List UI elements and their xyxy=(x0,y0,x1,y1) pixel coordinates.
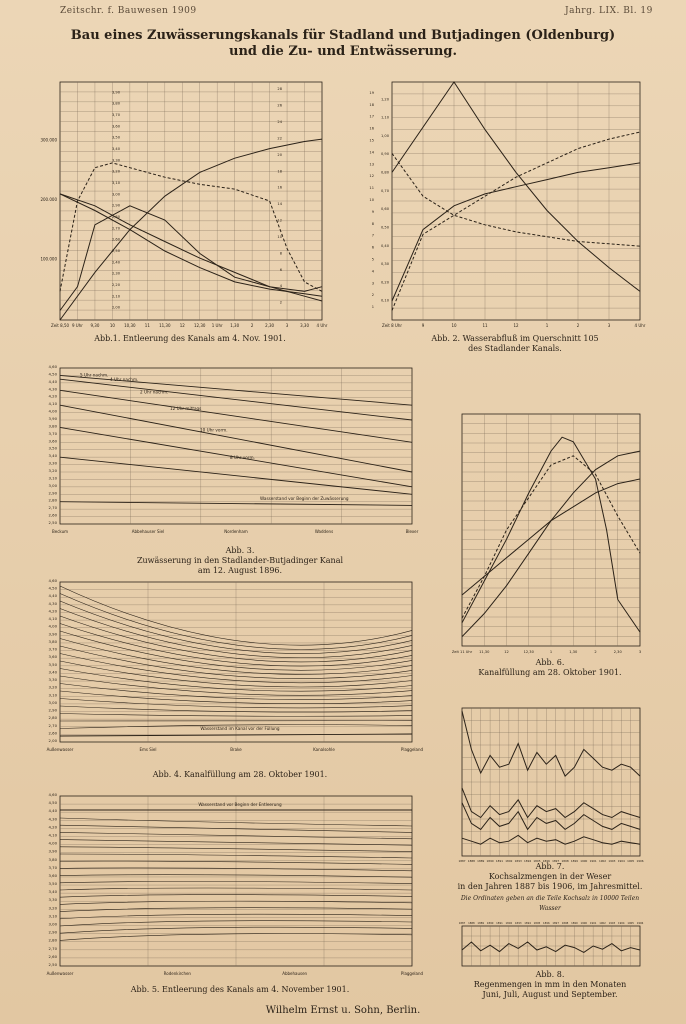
abb3-series-line xyxy=(60,405,412,472)
abb1-x-tick: 3,30 xyxy=(300,323,309,328)
abb1-x-tick: 11 xyxy=(144,323,150,328)
abb7-x-tick: 1887 xyxy=(458,859,466,863)
abb1-y-tick-right: 28 xyxy=(277,87,282,92)
abb8-x-tick: 1904 xyxy=(617,922,625,925)
abb2-y-tick-top: 13 xyxy=(369,162,374,167)
abb2-y-tick-top: 9 xyxy=(371,209,374,214)
abb2-y-tick-top: 2 xyxy=(371,293,374,298)
abb4-y-tick: 2,00 xyxy=(48,738,57,743)
abb7-x-tick: 1895 xyxy=(533,859,541,863)
abb8-series-line xyxy=(462,942,640,952)
abb4-x-place: Brake xyxy=(230,747,242,752)
abb1-x-tick: 4 Uhr xyxy=(316,323,328,328)
abb8-x-tick: 1896 xyxy=(543,922,550,925)
abb1-y-tick-right: 12 xyxy=(277,218,282,223)
abb3-frame xyxy=(60,368,412,524)
abb8-x-tick: 1902 xyxy=(599,922,606,925)
abb5-y-tick: 3,40 xyxy=(48,889,57,895)
abb3-series-line xyxy=(60,379,412,420)
caption-abb5: Abb. 5. Entleerung des Kanals am 4. November 1901. xyxy=(130,985,350,994)
caption-abb6-b: Kanalfüllung am 28. Oktober 1901. xyxy=(478,668,622,677)
caption-abb7-c: in den Jahren 1887 bis 1906, im Jahresmittel. xyxy=(457,882,643,891)
abb2-y-tick-left: 0,60 xyxy=(380,207,389,212)
abb3-y-tick: 3,40 xyxy=(48,453,57,459)
abb2-x-tick: 3 xyxy=(607,323,611,328)
abb1-y-tick-right: 18 xyxy=(277,169,282,174)
caption-abb7-b: Kochsalzmengen in der Weser xyxy=(488,872,612,881)
abb3-series-label: 4 Uhr nachm. xyxy=(110,377,139,383)
abb1-y-tick-right: 4 xyxy=(279,284,282,289)
abb3-series-label: 2 Uhr nachm. xyxy=(140,389,169,395)
abb7-x-tick: 1904 xyxy=(617,859,625,863)
abb2-y-tick-top: 18 xyxy=(369,102,374,107)
abb8-x-tick: 1887 xyxy=(458,922,466,925)
abb4-y-tick: 3,90 xyxy=(48,631,57,637)
abb1-y-tick-mid: 3,80 xyxy=(111,101,120,106)
abb1-y-tick-mid: 3,50 xyxy=(111,135,120,140)
abb2-y-tick-left: 0,70 xyxy=(380,188,389,193)
abb7-x-tick: 1893 xyxy=(514,859,522,863)
abb2-x-tick: 4 Uhr xyxy=(634,323,646,328)
abb3-y-tick: 4,40 xyxy=(48,378,57,384)
abb7-x-tick: 1899 xyxy=(570,859,578,863)
abb5-y-tick: 4,10 xyxy=(48,832,57,838)
abb8-x-tick: 1899 xyxy=(571,922,578,925)
abb6-x-tick: 12 xyxy=(504,650,509,654)
abb8-x-tick: 1894 xyxy=(524,922,531,925)
abb3-y-tick: 4,00 xyxy=(48,408,57,414)
abb1-x-tick: 2 xyxy=(250,323,254,328)
abb1-y-tick-right: 8 xyxy=(279,251,282,256)
abb8-x-tick: 1897 xyxy=(552,922,559,925)
abb1-y-tick-mid: 2,00 xyxy=(111,305,120,310)
abb3-x-place: Waddens xyxy=(314,529,334,534)
abb7-x-tick: 1894 xyxy=(524,859,532,863)
abb4-y-tick: 3,00 xyxy=(48,699,57,705)
abb1-series-line xyxy=(60,163,322,292)
abb3-y-tick: 3,30 xyxy=(48,460,57,466)
abb2-y-tick-left: 1,10 xyxy=(380,115,389,120)
abb8-x-tick: 1895 xyxy=(533,922,541,925)
caption-abb1: Abb.1. Entleerung des Kanals am 4. Nov. 1901. xyxy=(94,334,286,343)
abb5-y-tick: 4,60 xyxy=(48,792,57,797)
abb5-y-tick: 2,90 xyxy=(48,929,57,935)
abb2-y-tick-top: 7 xyxy=(371,233,374,238)
abb4-y-tick: 3,10 xyxy=(48,692,57,698)
abb2-y-tick-top: 3 xyxy=(371,281,374,286)
abb5-x-place: Rodenkirchen xyxy=(163,971,191,976)
abb8-x-tick: 1901 xyxy=(589,922,597,925)
abb1-y-tick-right: 16 xyxy=(277,185,282,190)
abb3-y-tick: 3,80 xyxy=(48,423,57,429)
abb6-x-tick: 12,30 xyxy=(523,650,534,654)
abb2-y-tick-top: 4 xyxy=(371,269,374,274)
abb8-x-tick: 1889 xyxy=(477,922,485,925)
abb5-y-tick: 4,00 xyxy=(48,840,57,846)
abb1-y-tick-mid: 3,00 xyxy=(111,192,120,197)
abb7-x-tick: 1891 xyxy=(495,859,504,863)
abb1-x-tick: 9,30 xyxy=(90,323,100,328)
abb3-y-tick: 3,50 xyxy=(48,445,57,451)
abb7-x-tick: 1902 xyxy=(598,859,607,863)
abb2-x-tick: 10 xyxy=(451,323,457,328)
abb2-y-tick-top: 11 xyxy=(369,186,374,191)
abb4-x-place: Ems Siel xyxy=(139,747,157,752)
abb3-y-tick: 4,10 xyxy=(48,401,57,407)
abb4-y-tick: 3,60 xyxy=(48,654,57,660)
abb5-y-tick: 4,20 xyxy=(48,824,57,830)
caption-abb8-a: Abb. 8. xyxy=(535,970,565,979)
caption-abb3-a: Abb. 3. xyxy=(225,546,255,555)
abb2-y-tick-left: 0,30 xyxy=(380,262,389,267)
abb5-x-place: Plaggeland xyxy=(400,971,424,976)
abb7-x-tick: 1897 xyxy=(552,859,560,863)
abb7-x-tick: 1900 xyxy=(580,859,588,863)
abb2-x-tick: 11 xyxy=(482,323,488,328)
abb1-x-tick: 1 Uhr xyxy=(211,323,223,328)
abb7-x-tick: 1890 xyxy=(486,859,494,863)
abb2-y-tick-top: 8 xyxy=(371,221,374,226)
abb6-x-tick: 11,30 xyxy=(479,650,490,654)
abb3-y-tick: 2,50 xyxy=(48,520,57,525)
abb2-y-tick-top: 10 xyxy=(369,198,374,202)
abb1-x-tick: 12,30 xyxy=(194,323,206,328)
abb4-y-tick: 4,20 xyxy=(48,608,57,614)
abb4-y-tick: 4,00 xyxy=(48,623,57,629)
abb2-y-tick-left: 0,90 xyxy=(380,152,389,157)
abb7-series-line xyxy=(462,835,640,844)
abb4-y-tick: 3,30 xyxy=(48,677,57,683)
abb1-x-tick: 1,30 xyxy=(230,323,240,328)
caption-abb8-c: Juni, Juli, August und September. xyxy=(482,990,618,999)
abb1-y-tick-mid: 3,40 xyxy=(111,147,120,151)
abb1-x-tick: Zeit 8,50 xyxy=(50,323,70,328)
abb4-y-tick: 3,50 xyxy=(48,661,57,667)
abb1-y-tick-mid: 3,30 xyxy=(111,158,120,163)
abb3-x-place: Blexer xyxy=(405,529,419,534)
caption-abb2-b: des Stadlander Kanals. xyxy=(468,344,562,353)
abb7-x-tick: 1888 xyxy=(467,859,475,863)
publisher-footer: Wilhelm Ernst u. Sohn, Berlin. xyxy=(265,1005,421,1016)
abb2-y-tick-top: 6 xyxy=(371,245,374,250)
abb2-x-tick: 9 xyxy=(421,323,425,328)
abb1-x-tick: 11,30 xyxy=(159,323,171,328)
abb5-y-tick: 2,50 xyxy=(48,962,57,967)
abb6-x-tick: 1,30 xyxy=(569,650,578,654)
abb5-y-tick: 3,30 xyxy=(48,897,57,903)
caption-abb2-a: Abb. 2. Wasserabfluß im Querschnitt 105 xyxy=(431,334,599,343)
abb5-x-place: Abbehausen xyxy=(282,971,308,976)
abb3-y-tick: 2,80 xyxy=(48,497,57,503)
abb3-series-label: 12 Uhr mittags xyxy=(170,405,202,411)
abb1-x-tick: 2,30 xyxy=(265,323,275,328)
abb1-y-tick-right: 20 xyxy=(277,152,282,157)
abb1-y-tick-mid: 2,80 xyxy=(111,215,120,219)
abb1-y-tick-mid: 2,30 xyxy=(111,271,120,276)
abb2-y-tick-top: 12 xyxy=(369,174,374,179)
abb8-x-tick: 1888 xyxy=(468,922,475,925)
abb1-x-tick: 9 Uhr xyxy=(71,323,83,328)
abb8-x-tick: 1890 xyxy=(486,922,494,925)
abb7-x-tick: 1901 xyxy=(589,859,597,863)
abb3-y-tick: 2,90 xyxy=(48,490,57,496)
abb7-x-tick: 1898 xyxy=(561,859,569,863)
abb3-y-tick: 4,60 xyxy=(48,364,57,369)
abb1-y-tick-left: 100.000 xyxy=(40,256,57,262)
abb1-y-tick-left: 300.000 xyxy=(40,137,57,143)
abb3-series-label: Wasserstand vor Beginn der Zuwässerung xyxy=(260,496,349,502)
abb2-x-tick: 2 xyxy=(576,323,580,328)
abb7-x-tick: 1896 xyxy=(542,859,550,863)
abb3-y-tick: 3,10 xyxy=(48,475,57,481)
abb4-y-tick: 4,10 xyxy=(48,616,57,622)
abb1-y-tick-mid: 2,50 xyxy=(111,249,120,253)
abb5-y-tick: 4,50 xyxy=(48,800,57,806)
abb4-y-tick: 2,90 xyxy=(48,707,57,713)
abb3-y-tick: 4,30 xyxy=(48,386,57,392)
abb4-y-tick: 2,70 xyxy=(48,722,57,728)
abb7-x-tick: 1905 xyxy=(627,859,635,863)
abb7-x-tick: 1889 xyxy=(477,859,485,863)
abb2-x-tick: 12 xyxy=(513,323,519,328)
abb2-x-tick: 1 xyxy=(545,323,549,328)
abb1-y-tick-right: 26 xyxy=(277,103,282,108)
abb2-y-tick-left: 0,20 xyxy=(380,280,389,285)
abb2-y-tick-top: 15 xyxy=(369,138,374,143)
abb4-x-place: Kanalsohle xyxy=(313,747,335,752)
abb5-y-tick: 3,50 xyxy=(48,881,57,887)
abb7-x-tick: 1906 xyxy=(636,859,644,863)
abb3-series-line xyxy=(60,454,412,494)
abb2-y-tick-top: 14 xyxy=(369,150,374,155)
abb5-x-place: Außenwasser xyxy=(46,971,74,976)
abb1-y-tick-mid: 3,20 xyxy=(111,169,120,174)
abb8-x-tick: 1898 xyxy=(561,922,569,925)
abb6-x-tick: 2,30 xyxy=(613,650,622,654)
abb2-y-tick-top: 17 xyxy=(369,114,374,119)
abb1-y-tick-mid: 2,40 xyxy=(111,260,120,265)
abb5-y-tick: 3,70 xyxy=(48,864,57,870)
abb3-y-tick: 3,60 xyxy=(48,438,57,444)
abb3-y-tick: 3,20 xyxy=(48,468,57,473)
journal-header: Zeitschr. f. Bauwesen 1909 xyxy=(60,6,197,16)
abb1-y-tick-mid: 2,60 xyxy=(111,237,120,242)
abb2-y-tick-top: 19 xyxy=(369,90,374,95)
abb7-series-line xyxy=(462,788,640,818)
abb4-y-tick: 4,30 xyxy=(48,600,57,606)
abb4-y-tick: 4,50 xyxy=(48,585,57,591)
abb8-x-tick: 1891 xyxy=(496,922,503,925)
abb2-y-tick-left: 1,00 xyxy=(380,133,389,138)
abb6-x-tick: 1 xyxy=(549,650,553,654)
abb1-y-tick-mid: 2,90 xyxy=(111,203,120,208)
abb1-x-tick: 12 xyxy=(179,323,185,328)
abb4-y-tick: 3,80 xyxy=(48,638,57,644)
abb1-y-tick-mid: 3,70 xyxy=(111,113,120,117)
abb4-y-tick: 2,60 xyxy=(48,730,57,736)
plate-number: Jahrg. LIX. Bl. 19 xyxy=(565,6,653,16)
abb7-x-tick: 1892 xyxy=(505,859,513,863)
abb3-x-place: Abbehauser Siel xyxy=(131,529,165,534)
caption-abb7-d: Die Ordinaten geben an die Teile Kochsalz in 10000 Teilen Wasser xyxy=(460,895,640,912)
abb1-y-tick-mid: 3,60 xyxy=(111,124,120,129)
abb8-x-tick: 1905 xyxy=(627,922,634,925)
abb4-x-place: Außenwasser xyxy=(46,747,74,752)
abb5-series-label: Wasserstand vor Beginn der Entleerung xyxy=(198,802,282,807)
abb4-y-tick: 2,80 xyxy=(48,715,57,721)
abb3-y-tick: 2,60 xyxy=(48,512,57,518)
abb1-y-tick-mid: 2,70 xyxy=(111,226,120,231)
abb3-series-line xyxy=(60,390,412,442)
abb6-x-tick: Zeit 11 Uhr xyxy=(451,650,473,654)
abb2-y-tick-top: 5 xyxy=(371,257,374,262)
abb1-y-tick-right: 24 xyxy=(277,120,282,125)
abb8-x-tick: 1906 xyxy=(636,922,644,925)
abb1-y-tick-mid: 3,90 xyxy=(111,90,120,95)
abb1-y-tick-mid: 3,10 xyxy=(111,181,120,185)
abb4-y-tick: 4,60 xyxy=(48,578,57,583)
abb5-y-tick: 3,60 xyxy=(48,872,57,878)
abb5-y-tick: 2,70 xyxy=(48,945,57,951)
abb4-y-tick: 3,20 xyxy=(48,684,57,690)
abb2-y-tick-left: 0,40 xyxy=(380,243,389,248)
abb1-y-tick-mid: 2,20 xyxy=(111,283,120,287)
caption-abb3-c: am 12. August 1896. xyxy=(197,566,283,575)
abb3-series-label: 10 Uhr vorm. xyxy=(200,427,228,433)
abb1-y-tick-right: 6 xyxy=(279,267,282,272)
abb1-x-tick: 10 xyxy=(109,323,115,328)
abb1-y-tick-left: 200.000 xyxy=(40,197,57,202)
abb8-x-tick: 1903 xyxy=(608,922,616,925)
abb5-y-tick: 2,60 xyxy=(48,953,57,959)
abb2-y-tick-top: 1 xyxy=(371,305,374,310)
abb1-x-tick: 3 xyxy=(285,323,289,328)
abb3-y-tick: 3,90 xyxy=(48,416,57,421)
caption-abb6-a: Abb. 6. xyxy=(535,658,565,667)
abb3-x-place: Nordenham xyxy=(224,529,248,534)
abb5-y-tick: 3,10 xyxy=(48,913,57,919)
caption-abb8-b: Regenmengen in mm in den Monaten xyxy=(473,980,627,989)
plate-title: Bau eines Zuwässerungskanals für Stadland und Butjadingen (Oldenburg) xyxy=(70,28,616,43)
abb2-y-tick-top: 16 xyxy=(369,126,374,131)
abb4-series-label: Wasserstand im Kanal vor der Füllung xyxy=(200,726,280,731)
abb3-y-tick: 4,20 xyxy=(48,393,57,399)
abb2-y-tick-left: 1,20 xyxy=(380,97,389,102)
abb5-y-tick: 3,20 xyxy=(48,905,57,911)
abb8-x-tick: 1900 xyxy=(580,922,588,925)
abb5-y-tick: 4,30 xyxy=(48,816,57,822)
abb5-y-tick: 3,90 xyxy=(48,848,57,854)
abb3-x-place: Beckum xyxy=(51,529,69,534)
abb3-y-tick: 3,70 xyxy=(48,430,57,436)
abb3-series-label: 8 Uhr vorm. xyxy=(230,454,255,460)
caption-abb3-b: Zuwässerung in den Stadlander-Butjadinger Kanal xyxy=(136,556,344,565)
abb4-y-tick: 3,70 xyxy=(48,646,57,652)
abb1-y-tick-right: 22 xyxy=(277,136,282,141)
abb3-series-line xyxy=(60,502,412,506)
abb4-x-place: Plaggeland xyxy=(400,747,424,752)
abb3-series-label: 5 Uhr nachm. xyxy=(80,372,109,378)
abb3-y-tick: 4,50 xyxy=(48,371,57,377)
caption-abb7-a: Abb. 7. xyxy=(535,862,565,871)
abb1-y-tick-right: 2 xyxy=(279,300,282,305)
abb5-y-tick: 3,80 xyxy=(48,856,57,862)
abb4-fill-curve xyxy=(60,720,412,721)
caption-abb4: Abb. 4. Kanalfüllung am 28. Oktober 1901. xyxy=(152,770,328,779)
abb8-x-tick: 1892 xyxy=(505,922,513,925)
abb1-y-tick-mid: 2,10 xyxy=(111,294,120,299)
abb1-y-tick-right: 10 xyxy=(277,234,282,239)
abb2-y-tick-left: 0,50 xyxy=(380,225,389,230)
abb1-series-line xyxy=(60,194,322,301)
abb3-y-tick: 2,70 xyxy=(48,505,57,511)
abb7-series-line xyxy=(462,711,640,776)
abb2-y-tick-left: 0,10 xyxy=(380,298,389,303)
abb6-x-tick: 3 xyxy=(638,650,642,654)
abb3-y-tick: 3,00 xyxy=(48,482,57,488)
abb1-series-line xyxy=(60,139,322,320)
abb7-x-tick: 1903 xyxy=(608,859,616,863)
abb5-y-tick: 2,80 xyxy=(48,937,57,943)
abb4-y-tick: 3,40 xyxy=(48,669,57,675)
abb2-x-tick: Zeit 8 Uhr xyxy=(381,323,403,328)
abb5-y-tick: 4,40 xyxy=(48,808,57,814)
abb2-y-tick-left: 0,80 xyxy=(380,170,389,175)
abb8-x-tick: 1893 xyxy=(514,922,522,925)
abb5-y-tick: 3,00 xyxy=(48,921,57,927)
abb1-y-tick-right: 14 xyxy=(277,202,282,207)
abb6-x-tick: 2 xyxy=(594,650,597,654)
plate-subtitle: und die Zu- und Entwässerung. xyxy=(229,44,457,59)
abb4-y-tick: 4,40 xyxy=(48,593,57,599)
abb1-x-tick: 10,30 xyxy=(124,323,136,328)
